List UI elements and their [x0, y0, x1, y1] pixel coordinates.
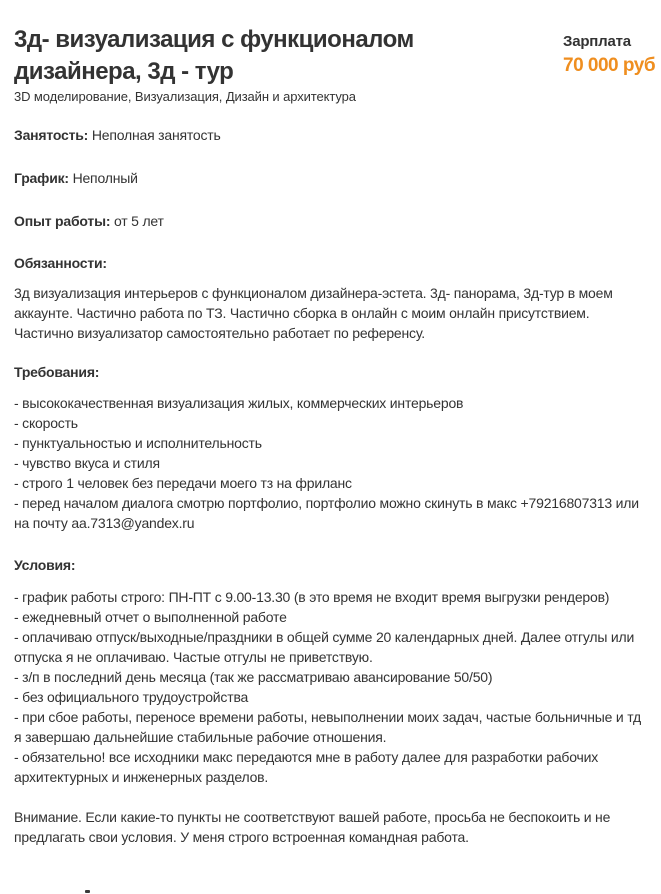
condition-item: - при сбое работы, переносе времени работы, невыполнении моих задач, частые больничные и тд я завершаю дальнейшие стабильные рабочие отношения. [14, 709, 641, 745]
requirements-heading: Требования: [14, 364, 100, 380]
condition-item: - з/п в последний день месяца (так же рассматриваю авансирование 50/50) [14, 669, 493, 685]
requirement-item: - пунктуальностью и исполнительность [14, 435, 262, 451]
duties-text: 3д визуализация интерьеров с функционалом дизайнера-эстета. 3д- панорама, 3д-тур в моем аккаунте. Частично работа по ТЗ. Частично сборка в онлайн с моим онлайн присутствием. Частично визуализатор самостоятельно работает по референсу. [14, 285, 613, 341]
employment-value: Неполная занятость [88, 127, 221, 143]
cutoff-text-sliver [85, 890, 90, 893]
requirement-item: - скорость [14, 415, 78, 431]
salary-value: 70 000 руб [563, 55, 656, 76]
duties-heading: Обязанности: [14, 255, 107, 271]
detail-row-experience [14, 211, 648, 231]
schedule-label: График: [14, 170, 69, 186]
experience-value: от 5 лет [110, 213, 164, 229]
salary-block [563, 32, 661, 79]
condition-item: - график работы строго: ПН-ПТ с 9.00-13.30 (в это время не входит время выгрузки рендеров) [14, 589, 610, 605]
condition-item: - оплачиваю отпуск/выходные/праздники в общей сумме 20 календарных дней. Далее отгулы или отпуска я не оплачиваю. Частые отгулы не приветствую. [14, 629, 635, 665]
requirements-list [14, 393, 648, 533]
vacancy-details [14, 125, 648, 231]
experience-label: Опыт работы: [14, 213, 111, 229]
condition-item: - ежедневный отчет о выполненной работе [14, 609, 287, 625]
detail-row-schedule [14, 168, 648, 188]
notice-text: Внимание. Если какие-то пункты не соответствуют вашей работе, просьба не беспокоить и не предлагать свои условия. У меня строго встроенная командная работа. [14, 809, 611, 845]
requirement-item: - строго 1 человек без передачи моего тз на фриланс [14, 475, 352, 491]
requirement-item: - чувство вкуса и стиля [14, 455, 160, 471]
requirement-item: - высококачественная визуализация жилых, коммерческих интерьеров [14, 395, 464, 411]
requirement-item-contacts: - перед началом диалога смотрю портфолио, портфолио можно скинуть в макс +79216807313 или на почту aa.7313@yandex.ru [14, 495, 639, 531]
condition-item: - без официального трудоустройства [14, 689, 249, 705]
condition-item: - обязательно! все исходники макс передаются мне в работу далее для разработки рабочих архитектурных и инженерных разделов. [14, 749, 599, 785]
conditions-heading: Условия: [14, 557, 76, 573]
page-title: 3д- визуализация с функционалом дизайнера, 3д - тур [14, 26, 414, 85]
detail-row-employment [14, 125, 648, 145]
employment-label: Занятость: [14, 127, 89, 143]
schedule-value: Неполный [68, 170, 138, 186]
vacancy-tags: 3D моделирование, Визуализация, Дизайн и архитектура [14, 89, 356, 104]
salary-label: Зарплата [563, 33, 631, 50]
conditions-list [14, 587, 648, 787]
